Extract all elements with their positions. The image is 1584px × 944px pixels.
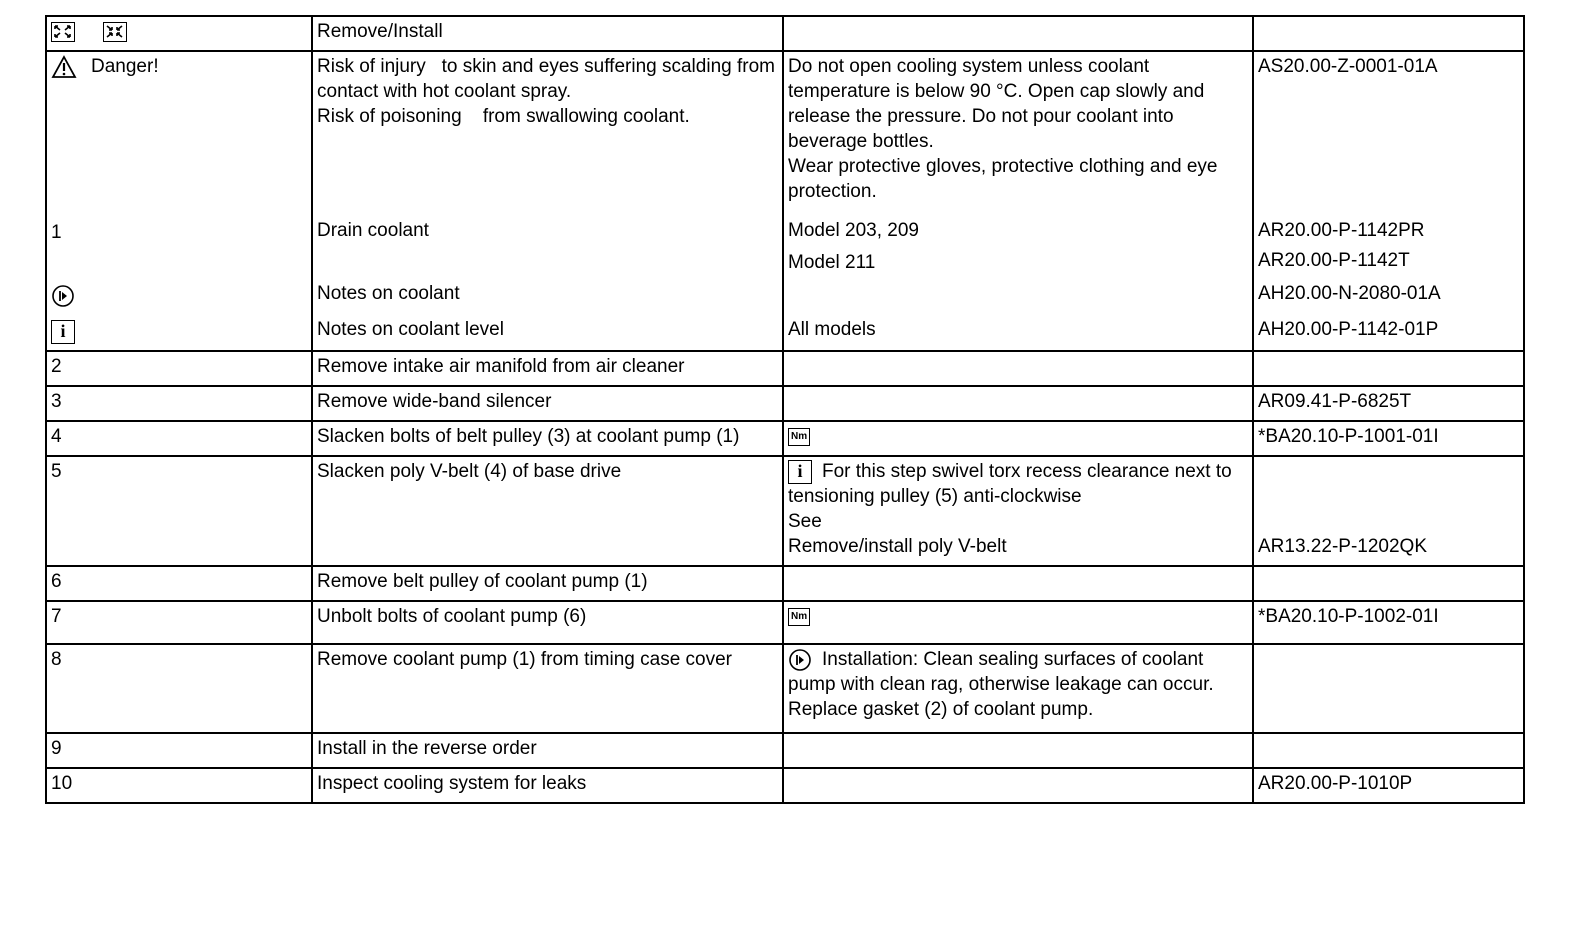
step1-number: 1 [51, 222, 62, 243]
step-number: 6 [46, 566, 312, 601]
step-number: 3 [46, 386, 312, 421]
step5-info-text: For this step swivel torx recess clearance next to tensioning pulley (5) anti-clockwise [788, 461, 1232, 507]
step-number: 7 [46, 601, 312, 644]
step8-install-text-2: Replace gasket (2) of coolant pump. [788, 699, 1094, 720]
step-action: Slacken poly V-belt (4) of base drive [312, 456, 783, 566]
note-coolant-action: Notes on coolant [317, 283, 460, 304]
step-row [46, 601, 1524, 644]
step-number: 9 [46, 733, 312, 768]
header-empty-detail [783, 16, 1253, 51]
step-ref [1253, 644, 1524, 733]
danger-risk-poisoning-detail: from swallowing coolant. [482, 106, 690, 127]
danger-risk-injury: Risk of injury [317, 56, 426, 77]
step-ref [1253, 733, 1524, 768]
danger-ref-cell [1253, 51, 1524, 351]
step-action: Unbolt bolts of coolant pump (6) [312, 601, 783, 644]
step1-action: Drain coolant [317, 220, 429, 241]
torque-nm-icon: Nm [788, 608, 810, 626]
step-number: 4 [46, 421, 312, 456]
note-coolant-ref: AH20.00-N-2080-01A [1258, 283, 1441, 304]
step-detail [783, 601, 1253, 644]
note-coolant-level-ref: AH20.00-P-1142-01P [1258, 319, 1439, 340]
step-row [46, 768, 1524, 803]
step-row [46, 644, 1524, 733]
step-ref: *BA20.10-P-1001-01I [1253, 421, 1524, 456]
danger-measure-cell [783, 51, 1253, 351]
info-icon: i [51, 320, 75, 344]
step-ref [1253, 566, 1524, 601]
step-detail [783, 644, 1253, 733]
step-row [46, 733, 1524, 768]
step-number: 8 [46, 644, 312, 733]
danger-action-cell [312, 51, 783, 351]
header-icons-cell [46, 16, 312, 51]
danger-risk-injury-detail: to skin and eyes suffering scalding from contact with hot coolant spray. [317, 56, 775, 102]
step-ref: AR09.41-P-6825T [1253, 386, 1524, 421]
step5-see-label: See [788, 511, 822, 532]
header-title: Remove/Install [312, 16, 783, 51]
danger-risk-poisoning: Risk of poisoning [317, 106, 462, 127]
step1-detail-2: Model 211 [788, 252, 876, 273]
step-action: Remove coolant pump (1) from timing case cover [312, 644, 783, 733]
step-row [46, 566, 1524, 601]
step-detail [783, 733, 1253, 768]
install-compress-icon [103, 22, 127, 42]
note-coolant-level-action: Notes on coolant level [317, 319, 504, 340]
arrow-circle-icon [788, 648, 812, 672]
step-ref [1253, 456, 1524, 566]
step-number: 10 [46, 768, 312, 803]
note-coolant-detail [788, 281, 1248, 317]
step1-detail-1: Model 203, 209 [788, 220, 919, 241]
danger-measure-2: Wear protective gloves, protective clothing and eye protection. [788, 156, 1218, 202]
step-action: Install in the reverse order [312, 733, 783, 768]
danger-number-cell [46, 51, 312, 351]
warning-triangle-icon [51, 55, 77, 79]
step-ref: AR20.00-P-1010P [1253, 768, 1524, 803]
remove-expand-icon [51, 22, 75, 42]
step8-install-label: Installation: [822, 649, 919, 670]
step-action: Inspect cooling system for leaks [312, 768, 783, 803]
danger-label: Danger! [91, 56, 159, 77]
step-ref: *BA20.10-P-1002-01I [1253, 601, 1524, 644]
note-coolant-level-detail: All models [788, 319, 876, 340]
step5-see-text: Remove/install poly V-belt [788, 536, 1007, 557]
step-number: 2 [46, 351, 312, 386]
step-detail [783, 456, 1253, 566]
danger-step1-block [46, 51, 1524, 351]
step8-install-text: Clean sealing surfaces of coolant pump with clean rag, otherwise leakage can occur. [788, 649, 1214, 695]
step-detail [783, 386, 1253, 421]
step-detail [783, 421, 1253, 456]
header-empty-ref [1253, 16, 1524, 51]
step-action: Remove wide-band silencer [312, 386, 783, 421]
danger-measure-1: Do not open cooling system unless coolant temperature is below 90 °C. Open cap slowly and release the pressure. Do not pour coolant into beverage bottles. [788, 56, 1205, 152]
torque-nm-icon: Nm [788, 428, 810, 446]
info-icon: i [788, 460, 812, 484]
step1-ref-1: AR20.00-P-1142PR [1258, 220, 1425, 241]
danger-ref: AS20.00-Z-0001-01A [1258, 56, 1438, 77]
step-detail [783, 768, 1253, 803]
step-action: Remove intake air manifold from air cleaner [312, 351, 783, 386]
header-row [46, 16, 1524, 51]
step-row [46, 386, 1524, 421]
step-row [46, 456, 1524, 566]
repair-procedure-table [45, 15, 1525, 804]
step-detail [783, 351, 1253, 386]
step-row [46, 421, 1524, 456]
step5-ref: AR13.22-P-1202QK [1258, 536, 1427, 557]
step-row [46, 351, 1524, 386]
step-ref [1253, 351, 1524, 386]
step-action: Remove belt pulley of coolant pump (1) [312, 566, 783, 601]
step-detail [783, 566, 1253, 601]
step1-ref-2: AR20.00-P-1142T [1258, 250, 1410, 271]
step-number: 5 [46, 456, 312, 566]
step-action: Slacken bolts of belt pulley (3) at coolant pump (1) [312, 421, 783, 456]
arrow-circle-icon [51, 284, 75, 308]
